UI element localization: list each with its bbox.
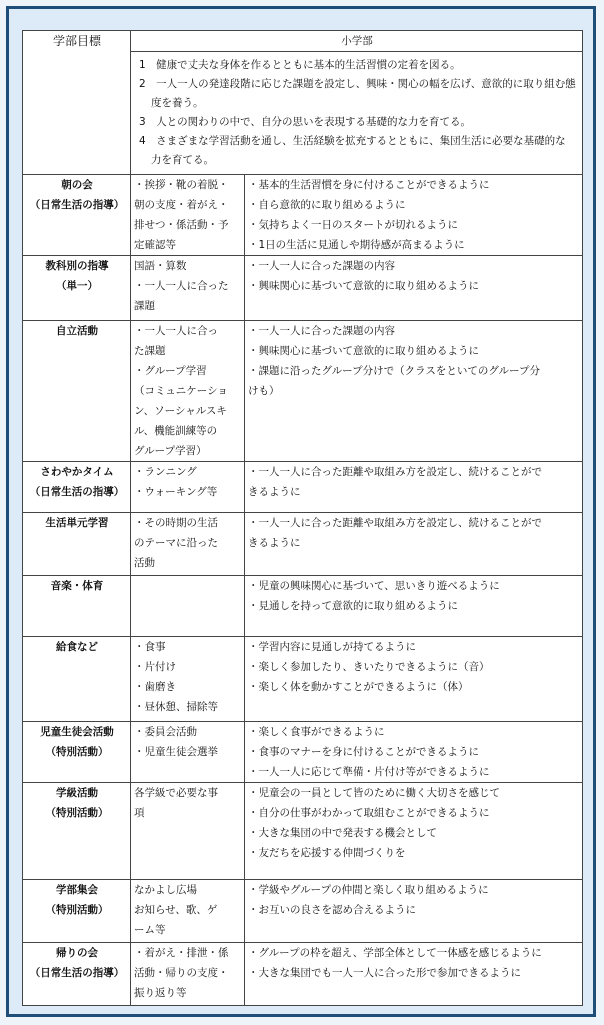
activity-point-line: ・基本的生活習慣を身に付けることができるように (248, 179, 490, 191)
activity-name: 帰りの会 (56, 947, 98, 959)
activity-point-line: ・楽しく食事ができるように (248, 726, 385, 738)
activity-points-cell (245, 321, 583, 462)
activity-point-line: ・楽しく体を動かすことができるように（体） (248, 681, 469, 693)
activity-row (23, 513, 583, 576)
activity-content-line: お知らせ、歌、ゲ (134, 904, 218, 916)
activity-content-line: ン、ソーシャルスキ (134, 405, 227, 417)
activity-name: 生活単元学習 (45, 517, 109, 529)
activity-content-cell (131, 722, 245, 783)
activity-point-line: ・大きな集団の中で発表する機会として (248, 827, 437, 839)
activity-name-cell (23, 462, 131, 513)
activity-content-line: ル、機能訓練等の (134, 425, 218, 437)
activity-point-line: ・興味関心に基づいて意欲的に取り組めるように (248, 345, 479, 357)
activity-content-cell (131, 943, 245, 1006)
activity-point-line: ・気持ちよく一日のスタートが切れるように (248, 219, 458, 231)
activity-point-line: ・自ら意欲的に取り組めるように (248, 199, 406, 211)
activity-content-line: 国語・算数 (134, 260, 187, 272)
activity-point-line: ・1日の生活に見通しや期待感が高まるように (248, 239, 465, 251)
activity-content-line: ・一人一人に合っ (134, 325, 218, 337)
activity-point-line: ・お互いの良さを認め合えるように (248, 904, 416, 916)
activity-category: （特別活動） (45, 746, 109, 758)
activity-point-line: ・見通しを持って意欲的に取り組めるように (248, 600, 458, 612)
activity-point-line: けも） (248, 385, 280, 397)
activity-name-cell (23, 576, 131, 637)
activity-content-line: のテーマに沿った (134, 537, 218, 549)
activity-content-line: ・食事 (134, 641, 166, 653)
activity-point-line: ・楽しく参加したり、きいたりできるように（音） (248, 661, 490, 673)
activity-row (23, 783, 583, 880)
activity-content-line: 項 (134, 807, 145, 819)
activity-content-line: グループ学習） (134, 445, 207, 457)
activity-point-line: ・一人一人に応じて準備・片付け等ができるように (248, 766, 490, 778)
activity-name-cell (23, 513, 131, 576)
activity-category: （単一） (56, 280, 98, 292)
activity-category: （日常生活の指導） (29, 486, 125, 498)
activity-point-line: ・課題に沿ったグループ分けで（クラスをといてのグループ分 (248, 365, 541, 377)
activity-content-line: ・歯磨き (134, 681, 176, 693)
activity-name-cell (23, 880, 131, 943)
activity-name-cell (23, 783, 131, 880)
curriculum-table (22, 30, 583, 1006)
activity-points-cell (245, 637, 583, 722)
activity-content-line: なかよし広場 (134, 884, 197, 896)
activity-point-line: ・興味関心に基づいて意欲的に取り組めるように (248, 280, 479, 292)
activity-point-line: ・学級やグループの仲間と楽しく取り組めるように (248, 884, 489, 896)
activity-point-line: ・学習内容に見通しが持てるように (248, 641, 416, 653)
activity-name: さわやかタイム (40, 466, 114, 478)
activity-points-cell (245, 943, 583, 1006)
activity-points-cell (245, 256, 583, 321)
activity-row (23, 637, 583, 722)
activity-content-line: ・片付け (134, 661, 176, 673)
division-header: 小学部 (131, 31, 583, 52)
activity-content-line: ・ウォーキング等 (134, 486, 218, 498)
activity-point-line: ・児童会の一員として皆のために働く大切さを感じて (248, 787, 500, 799)
activity-content-cell (131, 576, 245, 637)
activity-point-line: ・一人一人に合った距離や取組み方を設定し、続けることがで (248, 517, 542, 529)
activity-point-line: ・一人一人に合った課題の内容 (248, 325, 395, 337)
activity-point-line: きるように (248, 537, 301, 549)
activity-content-line: 活動 (134, 557, 155, 569)
activity-content-cell (131, 256, 245, 321)
activity-name: 音楽・体育 (50, 580, 104, 592)
activity-content-line: 定確認等 (134, 239, 176, 251)
activity-content-cell (131, 462, 245, 513)
activity-row (23, 576, 583, 637)
activity-name: 児童生徒会活動 (40, 726, 114, 738)
activity-points-cell (245, 783, 583, 880)
activity-content-line: ・委員会活動 (134, 726, 197, 738)
activity-point-line: ・一人一人に合った課題の内容 (248, 260, 395, 272)
goals-list (131, 52, 583, 175)
activity-name: 朝の会 (61, 179, 93, 191)
goal-item: 3 人との関わりの中で、自分の思いを表現する基礎的な力を育てる。 (139, 116, 471, 128)
activity-content-line: 朝の支度・着がえ・ (134, 199, 229, 211)
goal-item: 2 一人一人の発達段階に応じた課題を設定し、興味・関心の幅を広げ、意欲的に取り組む態度を養う。 (139, 78, 576, 109)
activity-content-line: （コミュニケーショ (134, 385, 228, 397)
activity-points-cell (245, 880, 583, 943)
activity-point-line: きるように (248, 486, 301, 498)
activity-content-line: 振り返り等 (134, 987, 187, 999)
activity-content-line: 各学級で必要な事 (134, 787, 218, 799)
activity-content-line: ・挨拶・靴の着脱・ (134, 179, 229, 191)
activity-row (23, 880, 583, 943)
activity-name-cell (23, 256, 131, 321)
activity-name-cell (23, 943, 131, 1006)
activity-content-line: 排せつ・係活動・予 (134, 219, 229, 231)
activity-content-line: 活動・帰りの支度・ (134, 967, 229, 979)
activity-row (23, 462, 583, 513)
activity-points-cell (245, 576, 583, 637)
activity-content-line: 課題 (134, 300, 155, 312)
activity-points-cell (245, 175, 583, 256)
goal-item: 4 さまざまな学習活動を通し、生活経験を拡充するとともに、集団生活に必要な基礎的な力を育てる。 (139, 135, 566, 166)
header-row (23, 31, 583, 52)
activity-name-cell (23, 722, 131, 783)
activity-row (23, 722, 583, 783)
activity-row (23, 321, 583, 462)
activity-point-line: ・グループの枠を超え、学部全体として一体感を感じるように (248, 947, 542, 959)
activity-content-cell (131, 321, 245, 462)
activity-content-line: ・児童生徒会選挙 (134, 746, 218, 758)
activity-content-cell (131, 513, 245, 576)
activity-name: 学部集会 (56, 884, 98, 896)
activity-category: （特別活動） (45, 807, 109, 819)
activity-name-cell (23, 175, 131, 256)
activity-content-line: ・一人一人に合った (134, 280, 229, 292)
activity-content-cell (131, 637, 245, 722)
activity-category: （日常生活の指導） (29, 967, 125, 979)
activity-content-line: ・ランニング (134, 466, 197, 478)
activity-content-line: ・その時期の生活 (134, 517, 218, 529)
activity-name: 自立活動 (56, 325, 98, 337)
activity-points-cell (245, 513, 583, 576)
activity-points-cell (245, 462, 583, 513)
activity-content-line: た課題 (134, 345, 166, 357)
activity-name-cell (23, 321, 131, 462)
activity-name: 給食など (56, 641, 98, 653)
activity-point-line: ・自分の仕事がわかって取組むことができるように (248, 807, 490, 819)
activity-name: 学級活動 (56, 787, 98, 799)
activity-point-line: ・児童の興味関心に基づいて、思いきり遊べるように (248, 580, 500, 592)
activity-points-cell (245, 722, 583, 783)
activity-point-line: ・友だちを応援する仲間づくりを (248, 847, 406, 859)
activity-point-line: ・一人一人に合った距離や取組み方を設定し、続けることがで (248, 466, 542, 478)
activity-point-line: ・食事のマナーを身に付けることができるように (248, 746, 479, 758)
activity-content-line: ・着がえ・排泄・係 (134, 947, 229, 959)
activity-content-line: ・グループ学習 (134, 365, 207, 377)
activity-content-cell (131, 880, 245, 943)
activity-name-cell (23, 637, 131, 722)
activity-content-line: ・昼休憩、掃除等 (134, 701, 218, 713)
activity-point-line: ・大きな集団でも一人一人に合った形で参加できるように (248, 967, 521, 979)
activity-content-cell (131, 175, 245, 256)
activity-row (23, 175, 583, 256)
activity-row (23, 943, 583, 1006)
goals-title: 学部目標 (23, 31, 131, 175)
activity-content-cell (131, 783, 245, 880)
activity-content-line: ーム等 (134, 924, 166, 936)
goal-item: 1 健康で丈夫な身体を作るとともに基本的生活習慣の定着を図る。 (139, 59, 461, 71)
activity-category: （特別活動） (45, 904, 109, 916)
activity-row (23, 256, 583, 321)
activity-category: （日常生活の指導） (29, 199, 125, 211)
activity-name: 教科別の指導 (45, 260, 109, 272)
